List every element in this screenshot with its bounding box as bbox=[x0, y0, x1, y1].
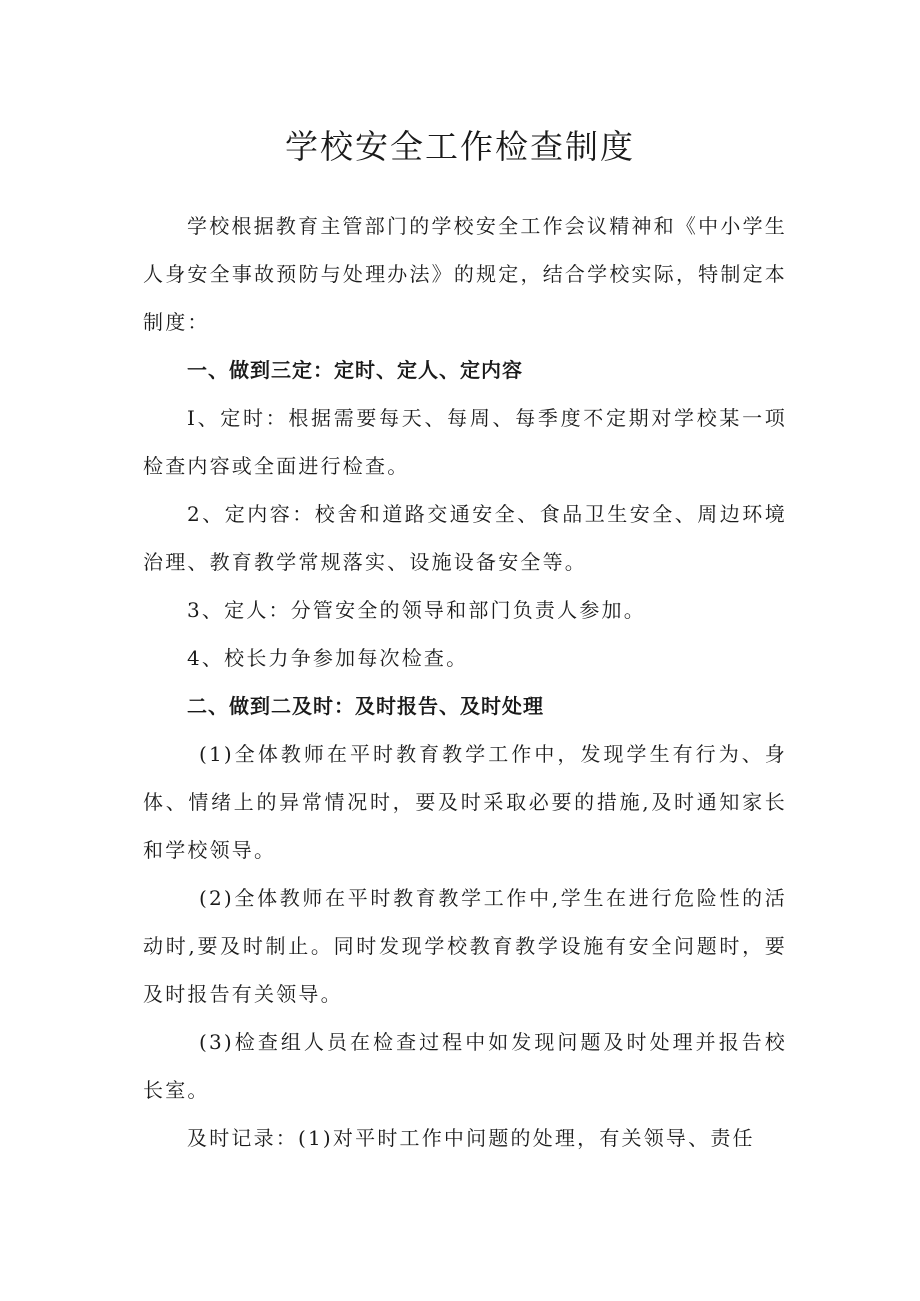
sub-item-3: (3)检查组人员在检查过程中如发现问题及时处理并报告校长室。 bbox=[143, 1030, 787, 1102]
document-body bbox=[143, 202, 787, 1162]
item-content: 2、定内容：校舍和道路交通安全、食品卫生安全、周边环境治理、教育教学常规落实、设施设备安全等。 bbox=[143, 502, 787, 574]
section-heading-1: 一、做到三定：定时、定人、定内容 bbox=[187, 358, 523, 382]
sub-item-1: (1)全体教师在平时教育教学工作中，发现学生有行为、身体、情绪上的异常情况时，要及时采取必要的措施,及时通知家长和学校领导。 bbox=[143, 742, 787, 862]
item-principal: 4、校长力争参加每次检查。 bbox=[187, 646, 469, 670]
intro-paragraph: 学校根据教育主管部门的学校安全工作会议精神和《中小学生人身安全事故预防与处理办法》的规定，结合学校实际，特制定本制度： bbox=[143, 214, 787, 334]
section-heading-2: 二、做到二及时：及时报告、及时处理 bbox=[187, 694, 544, 718]
item-personnel: 3、定人：分管安全的领导和部门负责人参加。 bbox=[187, 598, 646, 622]
item-timing: I、定时：根据需要每天、每周、每季度不定期对学校某一项检查内容或全面进行检查。 bbox=[143, 406, 787, 478]
document-title: 学校安全工作检查制度 bbox=[285, 127, 635, 166]
record-paragraph: 及时记录：(1)对平时工作中问题的处理，有关领导、责任 bbox=[187, 1126, 755, 1150]
sub-item-2: (2)全体教师在平时教育教学工作中,学生在进行危险性的活动时,要及时制止。同时发现学校教育教学设施有安全问题时，要及时报告有关领导。 bbox=[143, 886, 787, 1006]
